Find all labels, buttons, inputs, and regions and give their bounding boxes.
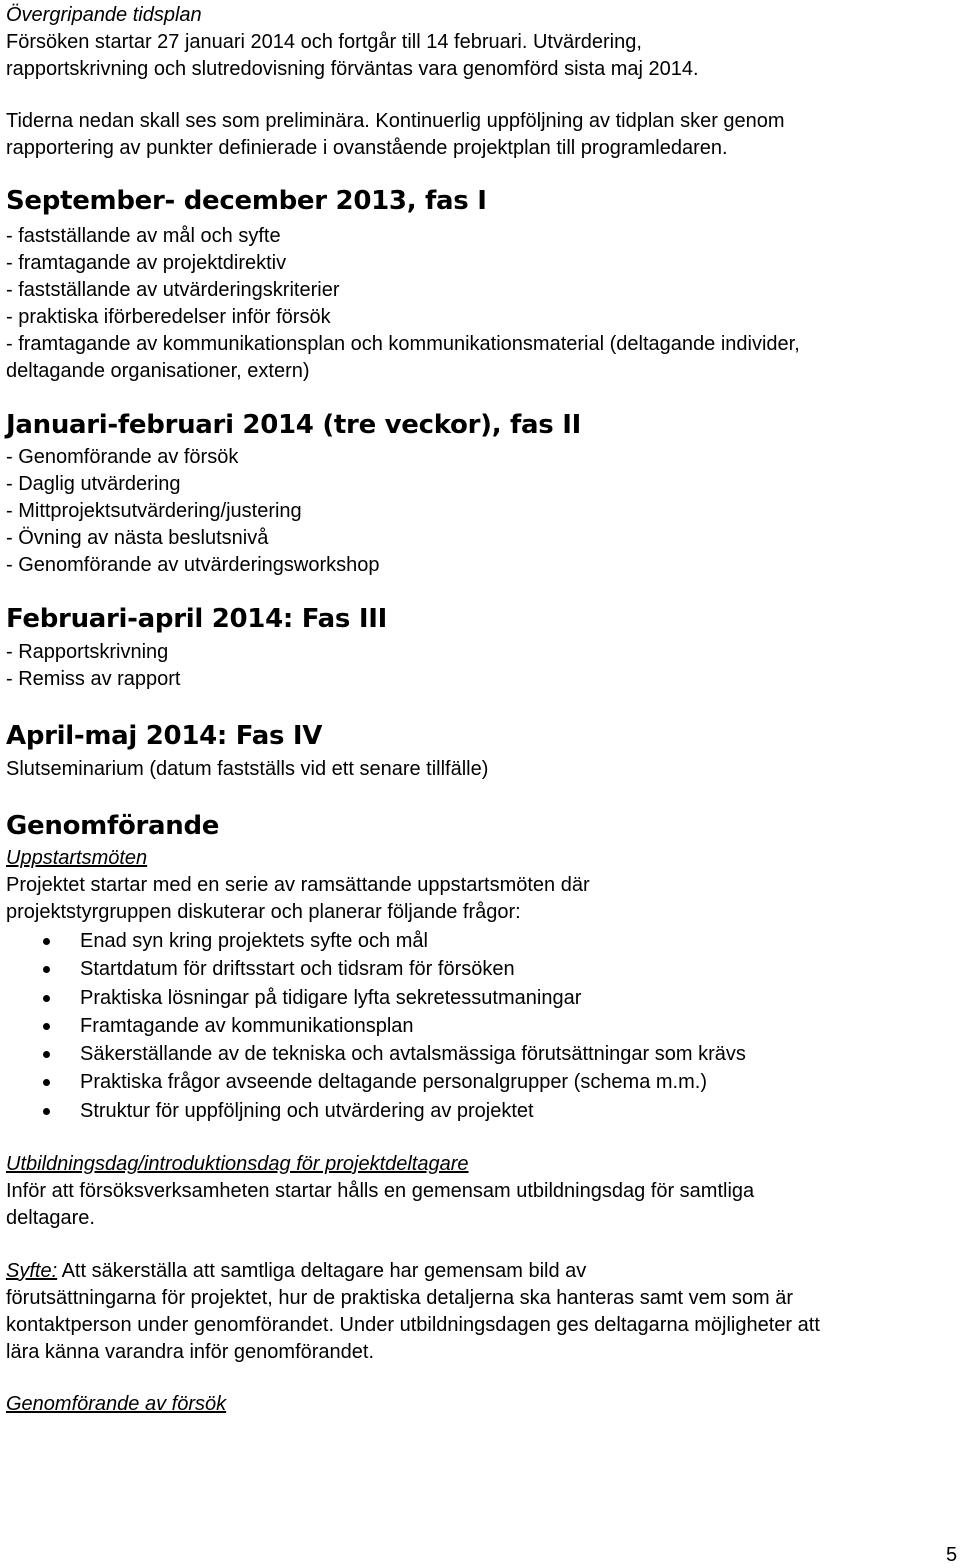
list-item-text: Säkerställande av de tekniska och avtalsmässiga förutsättningar som krävs <box>80 1043 746 1066</box>
phase2-item: - Övning av nästa beslutsnivå <box>6 527 269 549</box>
phase1-item: - framtagande av kommunikationsplan och kommunikationsmaterial (deltagande individer, <box>6 333 800 355</box>
startup-subheading: Uppstartsmöten <box>6 847 148 869</box>
implementation-heading: Genomförande <box>6 811 220 841</box>
overview-note <box>6 108 785 162</box>
bullet-icon <box>43 995 50 1002</box>
purpose-line: kontaktperson under genomförandet. Under utbildningsdagen ges deltagarna möjligheter att <box>6 1314 820 1336</box>
phase1-item: - framtagande av projektdirektiv <box>6 252 287 274</box>
phase2-list <box>6 444 380 579</box>
bullet-icon <box>43 938 50 945</box>
overview-section <box>6 2 699 83</box>
overview-line: Försöken startar 27 januari 2014 och fortgår till 14 februari. Utvärdering, <box>6 31 642 53</box>
overview-line: rapportskrivning och slutredovisning förväntas vara genomförd sista maj 2014. <box>6 58 699 80</box>
phase1-heading: September- december 2013, fas I <box>6 186 487 216</box>
startup-line: Projektet startar med en serie av ramsättande uppstartsmöten där <box>6 874 590 896</box>
bullet-icon <box>43 1079 50 1086</box>
phase1-item: deltagande organisationer, extern) <box>6 360 310 382</box>
trial-subheading: Genomförande av försök <box>6 1393 227 1415</box>
phase1-item: - fastställande av utvärderingskriterier <box>6 279 340 301</box>
list-item-text: Praktiska frågor avseende deltagande personalgrupper (schema m.m.) <box>80 1071 707 1094</box>
purpose-line: lära känna varandra inför genomförandet. <box>6 1341 375 1363</box>
list-item-text: Startdatum för driftsstart och tidsram för försöken <box>80 958 515 981</box>
training-line: Inför att försöksverksamheten startar hålls en gemensam utbildningsdag för samtliga <box>6 1180 755 1202</box>
note-line: rapportering av punkter definierade i ovanstående projektplan till programledaren. <box>6 137 728 159</box>
training-section <box>6 1151 754 1232</box>
page-number: 5 <box>946 1544 958 1566</box>
phase2-heading: Januari-februari 2014 (tre veckor), fas II <box>6 410 581 440</box>
note-line: Tiderna nedan skall ses som preliminära. Kontinuerlig uppföljning av tidplan sker genom <box>6 110 785 132</box>
purpose-line: förutsättningarna för projektet, hur de praktiska detaljerna ska hanteras samt vem som är <box>6 1287 794 1309</box>
list-item-text: Framtagande av kommunikationsplan <box>80 1014 414 1037</box>
bullet-icon <box>43 1108 50 1115</box>
bullet-icon <box>43 1051 50 1058</box>
phase3-item: - Rapportskrivning <box>6 641 169 663</box>
list-item-text: Struktur för uppföljning och utvärdering av projektet <box>80 1099 534 1122</box>
training-line: deltagare. <box>6 1207 95 1229</box>
training-subheading: Utbildningsdag/introduktionsdag för projektdeltagare <box>6 1153 469 1175</box>
phase2-item: - Genomförande av utvärderingsworkshop <box>6 554 380 576</box>
purpose-first-line: Att säkerställa att samtliga deltagare har gemensam bild av <box>57 1260 587 1282</box>
phase2-item: - Genomförande av försök <box>6 446 239 468</box>
phase1-item: - fastställande av mål och syfte <box>6 225 281 247</box>
startup-section <box>6 845 590 926</box>
phase2-item: - Mittprojektsutvärdering/justering <box>6 500 302 522</box>
bullet-icon <box>43 966 50 973</box>
purpose-label: Syfte: <box>6 1260 58 1282</box>
phase3-list <box>6 639 181 693</box>
startup-line: projektstyrgruppen diskuterar och planerar följande frågor: <box>6 901 521 923</box>
phase1-list <box>6 223 800 385</box>
overview-heading: Övergripande tidsplan <box>6 4 202 26</box>
phase4-item: Slutseminarium (datum fastställs vid ett senare tillfälle) <box>6 758 489 780</box>
list-item-text: Praktiska lösningar på tidigare lyfta sekretessutmaningar <box>80 986 582 1009</box>
bullet-icon <box>43 1023 50 1030</box>
phase3-item: - Remiss av rapport <box>6 668 181 690</box>
phase4-heading: April-maj 2014: Fas IV <box>6 721 323 751</box>
purpose-section <box>6 1258 820 1366</box>
phase1-item: - praktiska iförberedelser inför försök <box>6 306 331 328</box>
phase2-item: - Daglig utvärdering <box>6 473 181 495</box>
phase3-heading: Februari-april 2014: Fas III <box>6 604 387 634</box>
phase4-list <box>6 756 488 783</box>
list-item-text: Enad syn kring projektets syfte och mål <box>80 930 428 952</box>
